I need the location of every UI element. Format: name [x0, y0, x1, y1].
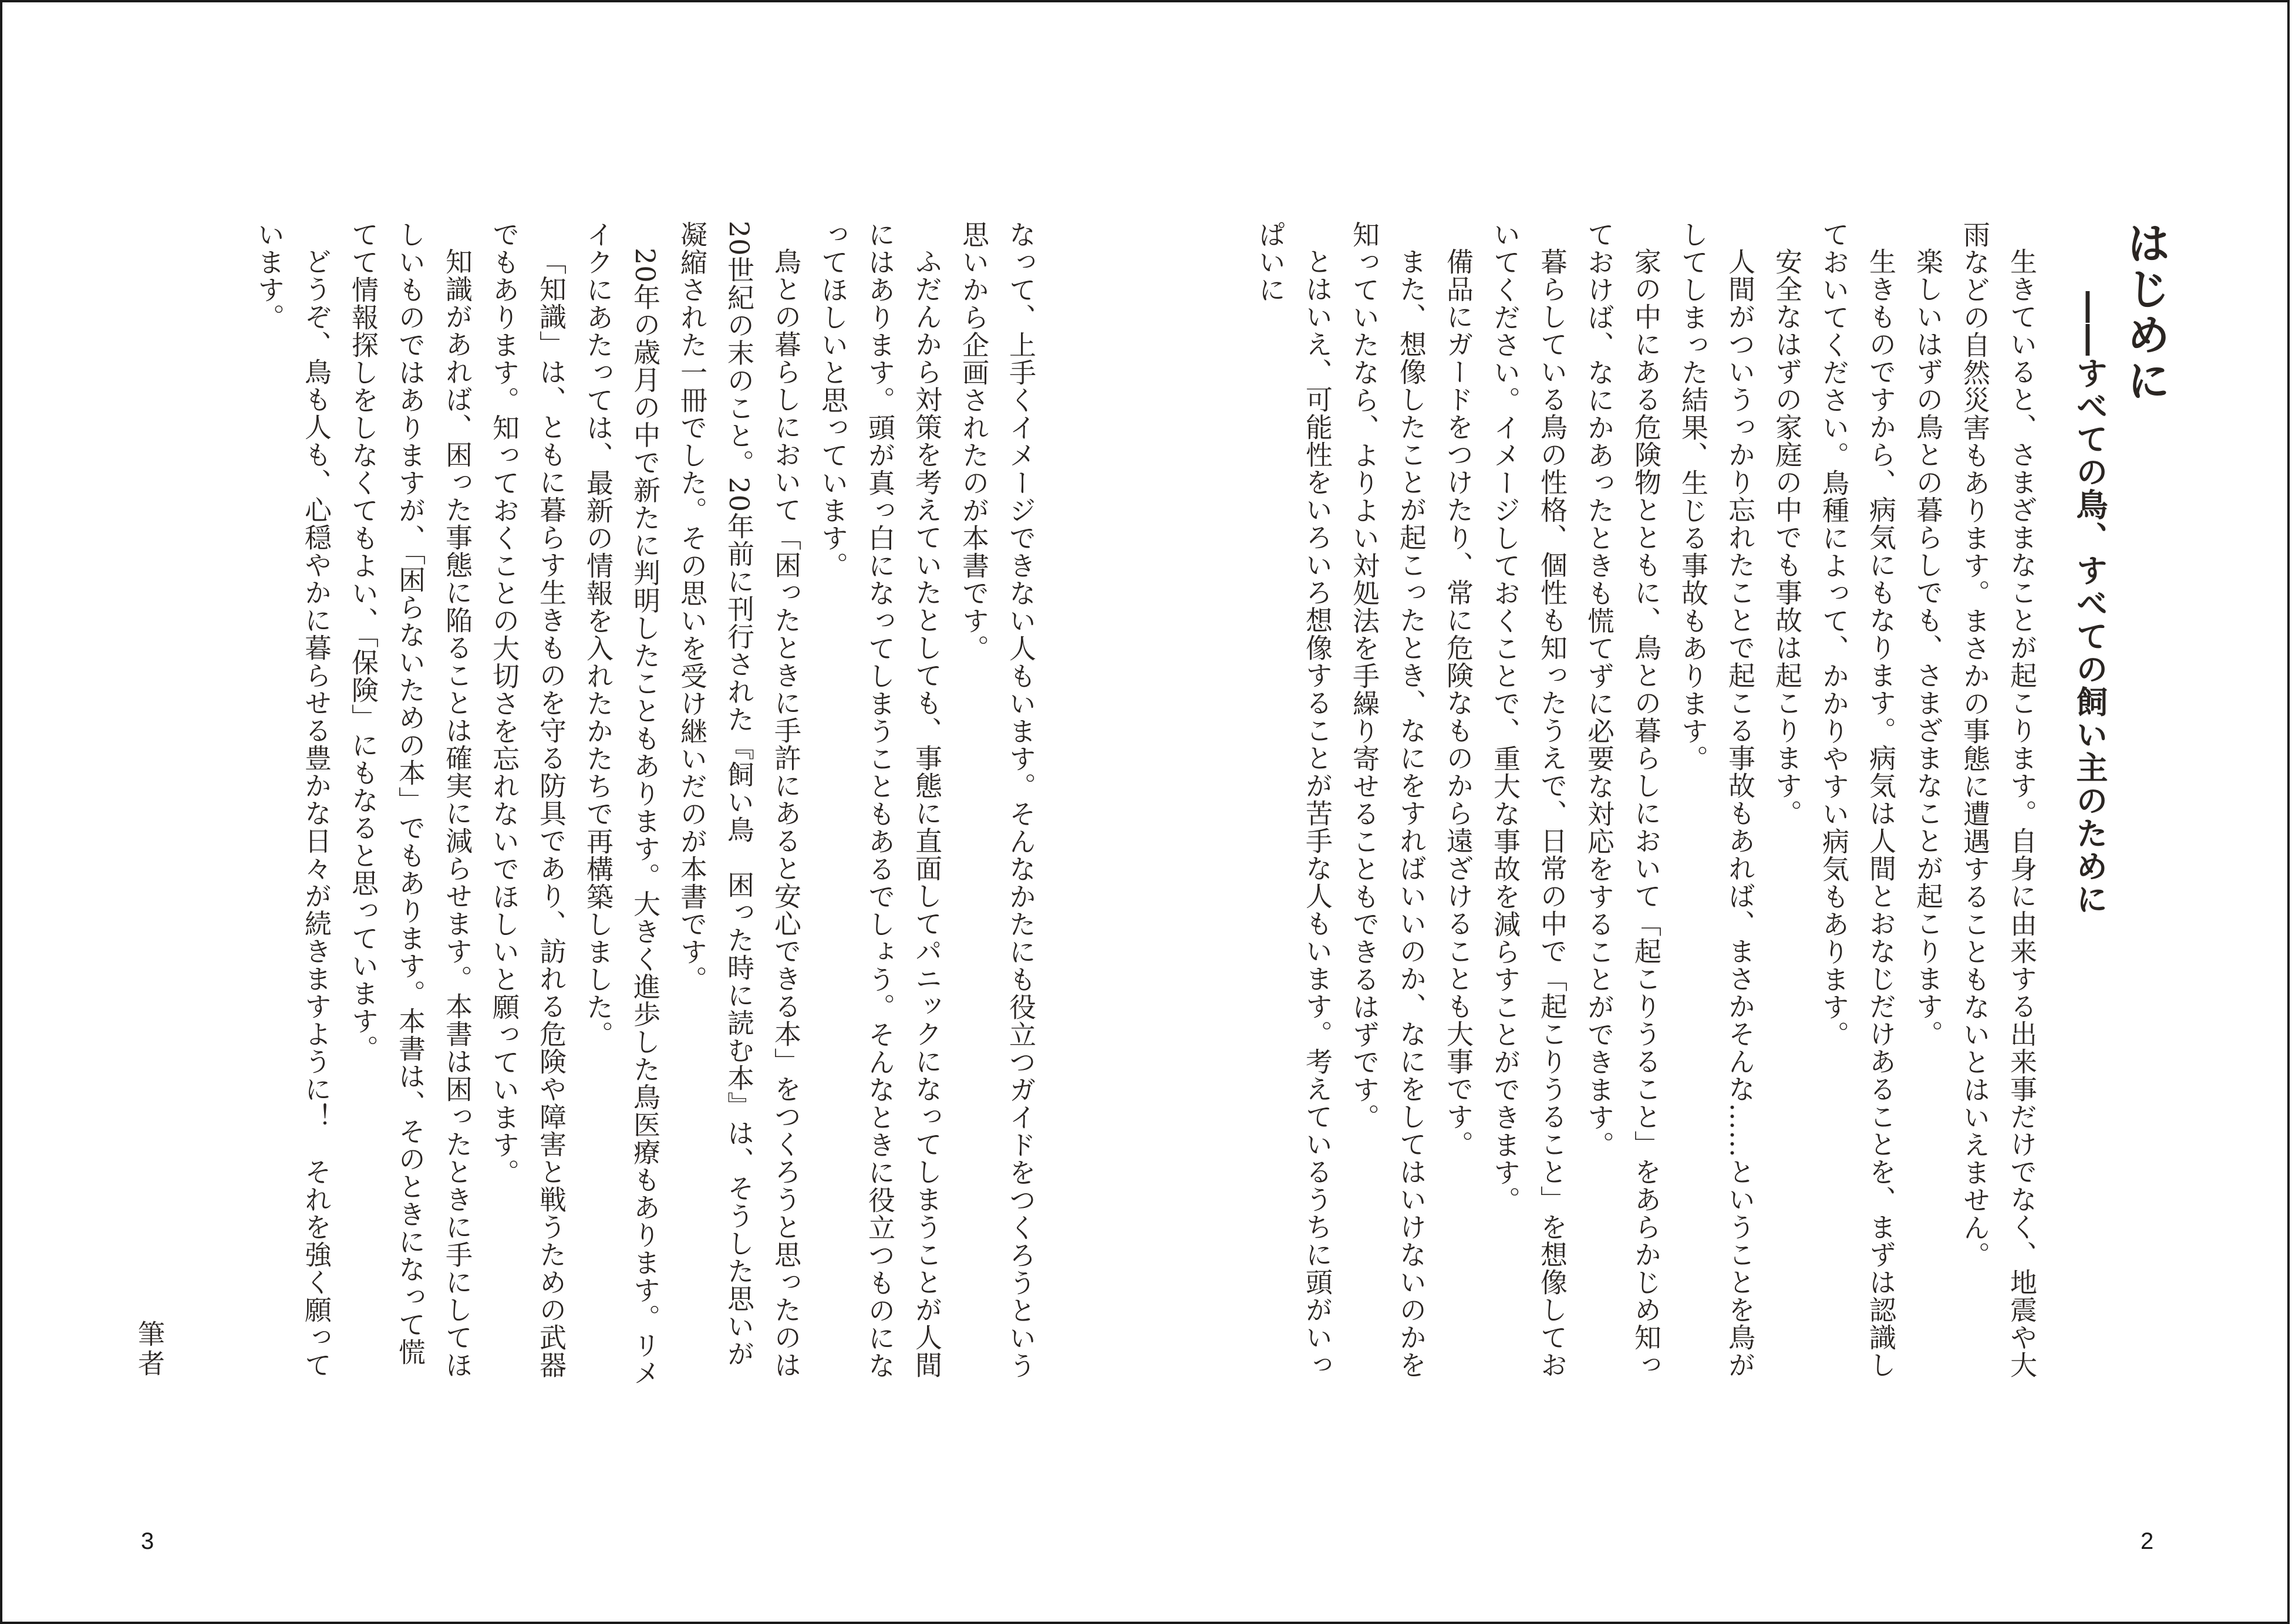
chapter-subtitle: ――すべての鳥、すべての飼い主のために — [2071, 291, 2108, 916]
body-paragraph: 20年の歳月の中で新たに判明したこともあります。大きく進歩した鳥医療もあります。リメイクにあたっては、最新の情報を入れたかたちで再構築しました。 — [582, 221, 661, 1387]
body-paragraph: 「知識」は、ともに暮らす生きものを守る防具であり、訪れる危険や障害と戦うための武器でもあります。知っておくことの大切さを忘れないでほしいと願っています。 — [488, 221, 567, 1379]
body-paragraph: 生きていると、さまざまなことが起こります。自身に由来する出来事だけでなく、地震や大雨などの自然災害もあります。まさかの事態に遭遇することもないとはいえません。 — [1959, 221, 2038, 1379]
page-number-left: 3 — [141, 1528, 154, 1554]
body-paragraph: また、想像したことが起こったとき、なにをすればいいのか、なにをしてはいけないのかを知っていたなら、よりよい対処法を手繰り寄せることもできるはずです。 — [1349, 221, 1427, 1379]
left-page-body — [240, 221, 1044, 1389]
page-left — [2, 2, 1147, 1622]
body-paragraph: どうぞ、鳥も人も、心穏やかに暮らせる豊かな日々が続きますように！ それを強く願っています。 — [254, 221, 332, 1379]
body-paragraph: ふだんから対策を考えていたとしても、事態に直面してパニックになってしまうことが人間にはあります。頭が真っ白になってしまうこともあるでしょう。そんなときに役立つものになってほしいと思っています。 — [817, 221, 943, 1379]
chapter-heading — [2063, 221, 2175, 1072]
right-page-body — [1255, 221, 2045, 1389]
chapter-title: はじめに — [2120, 221, 2170, 404]
body-paragraph: 家の中にある危険物とともに、鳥との暮らしにおいて「起こりうること」をあらかじめ知っておけば、なにかあったときも慌てずに必要な対応をすることができます。 — [1583, 221, 1662, 1379]
author-signature: 筆者 — [134, 1320, 166, 1379]
body-paragraph: 生きものですから、病気にもなります。病気は人間とおなじだけあることを、まずは認識しておいてください。鳥種によって、かかりやすい病気もあります。 — [1818, 221, 1897, 1379]
page-right — [1147, 2, 2292, 1622]
body-paragraph: 人間がついうっかり忘れたことで起こる事故もあれば、まさかそんな……ということを鳥がしてしまった結果、生じる事故もあります。 — [1677, 221, 1756, 1379]
body-paragraph: 鳥との暮らしにおいて「困ったときに手許にあると安心できる本」をつくろうと思ったのは20世紀の末のこと。20年前に刊行された『飼い鳥 困った時に読む本』は、そうした思いが凝縮された一冊でした。その思いを受け継いだのが本書です。 — [676, 221, 802, 1379]
body-paragraph: 暮らしている鳥の性格、個性も知ったうえで、日常の中で「起こりうること」を想像しておいてください。イメージしておくことで、重大な事故を減らすことができます。 — [1489, 221, 1568, 1379]
body-paragraph: 安全なはずの家庭の中でも事故は起こります。 — [1771, 248, 1803, 827]
body-paragraph: 楽しいはずの鳥との暮らしでも、さまざまなことが起こります。 — [1912, 248, 1944, 1048]
continuation-paragraph: なって、上手くイメージできない人もいます。そんなかたにも役立つガイドをつくろうという思いから企画されたのが本書です。 — [958, 221, 1037, 1379]
body-paragraph: とはいえ、可能性をいろいろ想像することが苦手な人もいます。考えているうちに頭がいっぱいに — [1255, 221, 1333, 1379]
page-number-right: 2 — [2141, 1528, 2154, 1554]
body-paragraph: 知識があれば、困った事態に陥ることは確実に減らせます。本書は困ったときに手にしてほしいものではありますが、「困らないための本」でもあります。本書は、そのときになって慌てて情報探しをしなくてもよい、「保険」にもなると思っています。 — [348, 221, 473, 1379]
body-paragraph: 備品にガードをつけたり、常に危険なものから遠ざけることも大事です。 — [1442, 248, 1474, 1158]
